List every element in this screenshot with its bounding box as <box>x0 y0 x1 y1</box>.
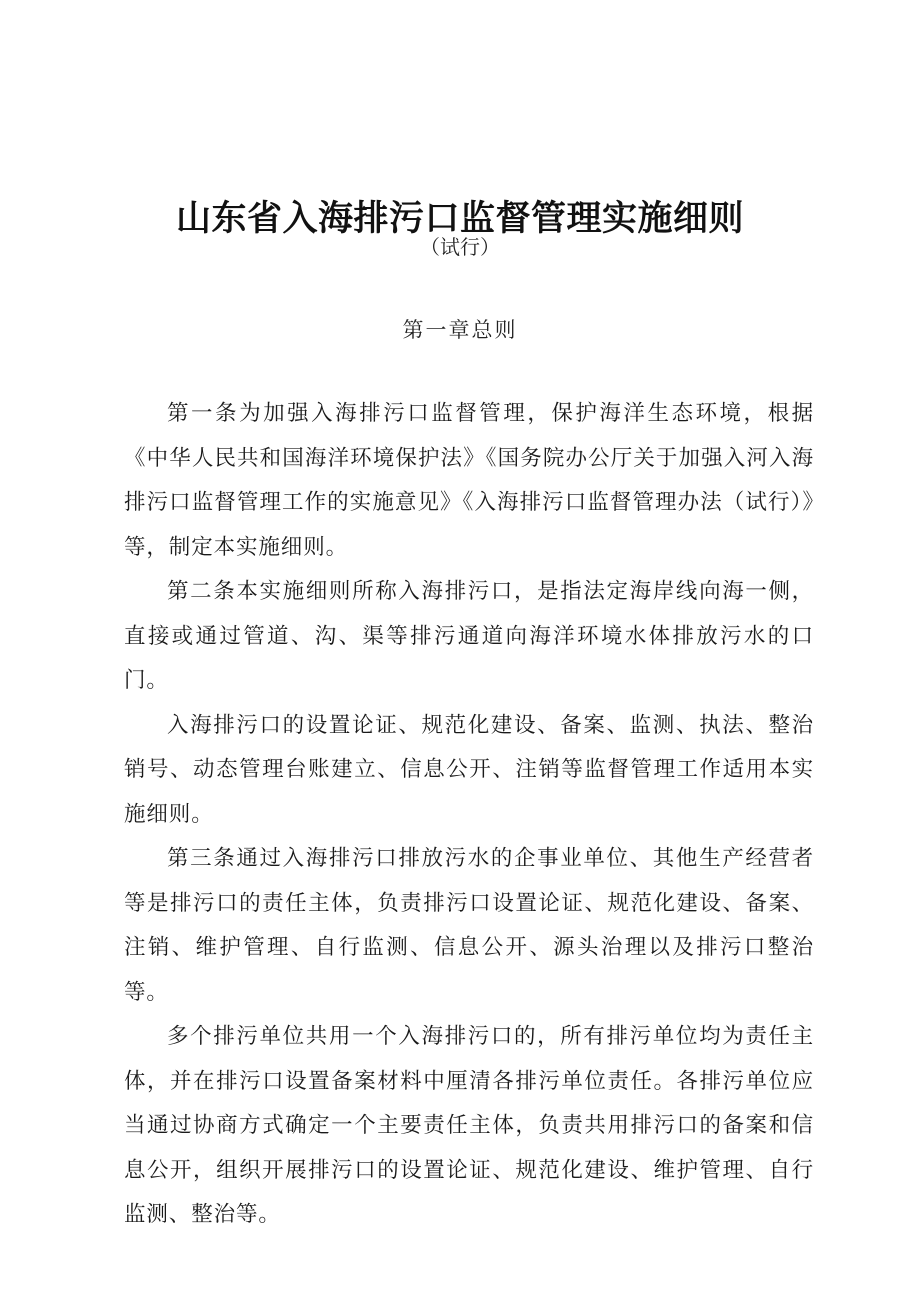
paragraph-article-2: 第二条本实施细则所称入海排污口，是指法定海岸线向海一侧，直接或通过管道、沟、渠等排污通道向海洋环境水体排放污水的口门。 <box>124 579 814 693</box>
paragraph-article-3: 第三条通过入海排污口排放污水的企事业单位、其他生产经营者等是排污口的责任主体，负责排污口设置论证、规范化建设、备案、注销、维护管理、自行监测、信息公开、源头治理以及排污口整治等。 <box>124 846 814 1005</box>
paragraph-article-1: 第一条为加强入海排污口监督管理，保护海洋生态环境，根据《中华人民共和国海洋环境保护法》《国务院办公厅关于加强入河入海排污口监督管理工作的实施意见》《入海排污口监督管理办法（试行）》等，制定本实施细则。 <box>124 401 814 560</box>
paragraph-article-2-scope: 入海排污口的设置论证、规范化建设、备案、监测、执法、整治销号、动态管理台账建立、信息公开、注销等监督管理工作适用本实施细则。 <box>124 712 814 827</box>
chapter-title: 第一章总则 <box>402 318 518 342</box>
document-title: 山东省入海排污口监督管理实施细则 <box>175 199 744 240</box>
document-subtitle: （试行） <box>420 235 500 259</box>
document-body <box>124 392 814 1238</box>
paragraph-article-3-shared-outlet: 多个排污单位共用一个入海排污口的，所有排污单位均为责任主体，并在排污口设置备案材料中厘清各排污单位责任。各排污单位应当通过协商方式确定一个主要责任主体，负责共用排污口的备案和信息公开，组织开展排污口的设置论证、规范化建设、维护管理、自行监测、整治等。 <box>124 1024 814 1227</box>
